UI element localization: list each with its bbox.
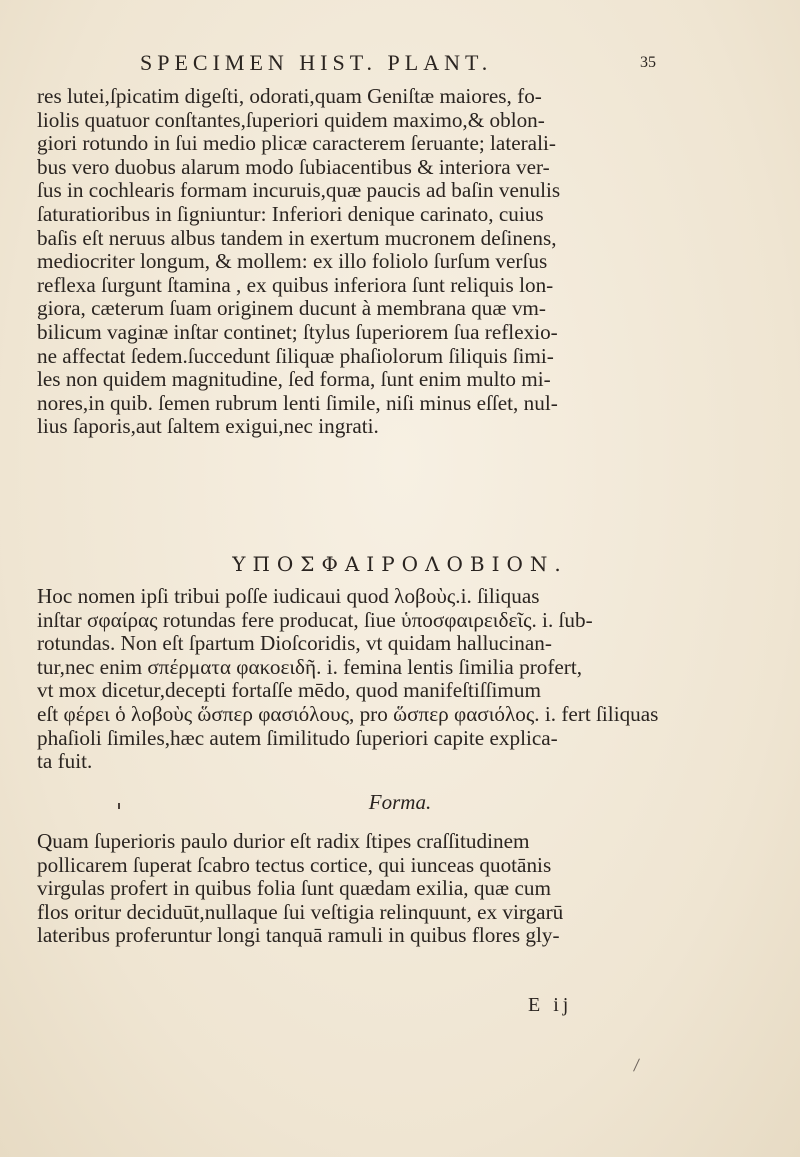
running-head: SPECIMEN HIST. PLANT. (140, 50, 493, 75)
text-line: virgulas profert in quibus folia ſunt quædam exilia, quæ cum (37, 877, 551, 901)
text-line: Quam ſuperioris paulo durior eſt radix ſtipes craſſitudinem (37, 830, 530, 853)
text-line: phaſioli ſimiles,hæc autem ſimilitudo ſuperiori capite explica- (37, 726, 558, 750)
text-line: giora, cæterum ſuam originem ducunt à membrana quæ vm- (37, 297, 546, 321)
text-line: bilicum vaginæ inſtar continet; ſtylus ſuperiorem ſua reflexio- (37, 320, 558, 344)
text-line: lateribus proferuntur longi tanquā ramuli in quibus flores gly- (37, 924, 560, 948)
text-line: vt mox dicetur,decepti fortaſſe mēdo, quod manifeſtiſſimum (37, 679, 541, 703)
text-line: baſis eſt neruus albus tandem in exertum mucronem deſinens, (37, 226, 557, 250)
text-line: rotundas. Non eſt ſpartum Dioſcoridis, vt quidam hallucinan- (37, 632, 552, 656)
text-line: flos oritur deciduūt,nullaque ſui veſtigia relinquunt, ex virgarū (37, 900, 564, 924)
text-line: liolis quatuor conſtantes,ſuperiori quidem maximo,& oblon- (37, 108, 545, 132)
text-line: ta fuit. (37, 750, 93, 774)
text-line: inſtar σφαίρας rotundas fere producat, ſiue ὑποσφαιρειδεῖς. i. ſub- (37, 608, 593, 632)
text-line: nores,in quib. ſemen rubrum lenti ſimile, niſi minus eſſet, nul- (37, 391, 558, 415)
text-line: ſus in cochlearis formam incuruis,quæ paucis ad baſin venulis (37, 179, 561, 203)
signature-mark: E ij (528, 994, 573, 1016)
text-line: res lutei,ſpicatim digeſti, odorati,quam Geniſtæ maiores, fo- (37, 85, 542, 108)
text-line: les non quidem magnitudine, ſed forma, ſunt enim multo mi- (37, 368, 551, 392)
paragraph-description (37, 85, 777, 439)
page-number: 35 (640, 54, 656, 71)
text-line: eſt φέρει ὁ λοβοὺς ὥσπερ φασιόλους, pro ὥσπερ φασιόλος. i. fert ſiliquas (37, 702, 659, 726)
paragraph-forma (37, 830, 777, 948)
paragraph-etymology (37, 585, 777, 774)
text-line: ſaturatioribus in ſigniuntur: Inferiori denique carinato, cuius (37, 202, 544, 226)
text-line: bus vero duobus alarum modo ſubiacentibus & interiora ver- (37, 155, 550, 179)
text-line: tur,nec enim σπέρματα φακοειδῆ. i. femina lentis ſimilia profert, (37, 655, 583, 679)
text-line: Hoc nomen ipſi tribui poſſe iudicaui quod λοβοὺς.i. ſiliquas (37, 585, 540, 608)
text-line: mediocriter longum, & mollem: ex illo foliolo ſurſum verſus (37, 250, 548, 274)
text-line: pollicarem ſuperat ſcabro tectus cortice, qui iunceas quotānis (37, 853, 552, 877)
text-line: ne affectat ſedem.ſuccedunt ſiliquæ phaſiolorum ſiliquis ſimi- (37, 344, 554, 368)
section-heading: ΥΠΟΣΦΑΙΡΟΛΟΒΙΟΝ. (232, 552, 568, 576)
text-line: reflexa ſurgunt ſtamina , ex quibus inferiora ſunt reliquis lon- (37, 273, 554, 297)
stray-mark (633, 1058, 640, 1071)
text-line: giori rotundo in ſui medio plicæ caracterem ſeruante; laterali- (37, 132, 556, 156)
text-line: lius ſaporis,aut ſaltem exigui,nec ingrati. (37, 415, 379, 439)
subheading-forma: Forma. (368, 790, 432, 814)
